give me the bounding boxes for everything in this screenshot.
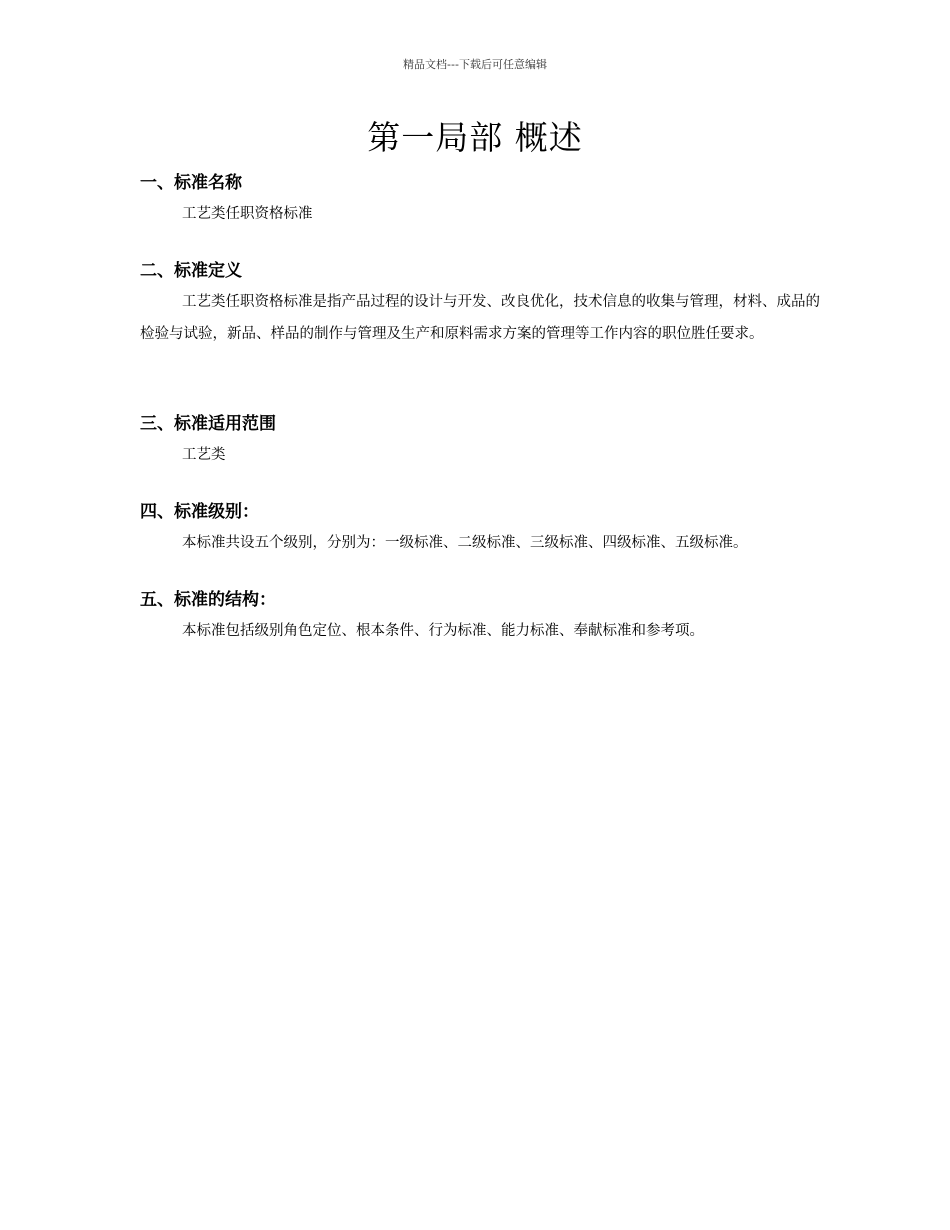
- section-heading-scope: 三、标准适用范围: [140, 414, 276, 434]
- section-heading-levels: 四、标准级别：: [140, 502, 259, 522]
- section-body-name: 工艺类任职资格标准: [182, 206, 313, 222]
- section-body-structure: 本标准包括级别角色定位、根本条件、行为标准、能力标准、奉献标准和参考项。: [182, 623, 704, 639]
- header-note: 精品文档---下载后可任意编辑: [403, 58, 547, 71]
- section-body-levels: 本标准共设五个级别，分别为：一级标准、二级标准、三级标准、四级标准、五级标准。: [182, 535, 748, 551]
- section-heading-definition: 二、标准定义: [140, 261, 242, 281]
- section-heading-name: 一、标准名称: [140, 173, 242, 193]
- page-title: 第一局部 概述: [367, 118, 583, 157]
- section-body-scope: 工艺类: [182, 447, 226, 463]
- section-heading-structure: 五、标准的结构：: [140, 590, 276, 610]
- section-body-definition: 工艺类任职资格标准是指产品过程的设计与开发、改良优化，技术信息的收集与管理，材料、成品的检验与试验，新品、样品的制作与管理及生产和原料需求方案的管理等工作内容的职位胜任要求。: [140, 294, 820, 342]
